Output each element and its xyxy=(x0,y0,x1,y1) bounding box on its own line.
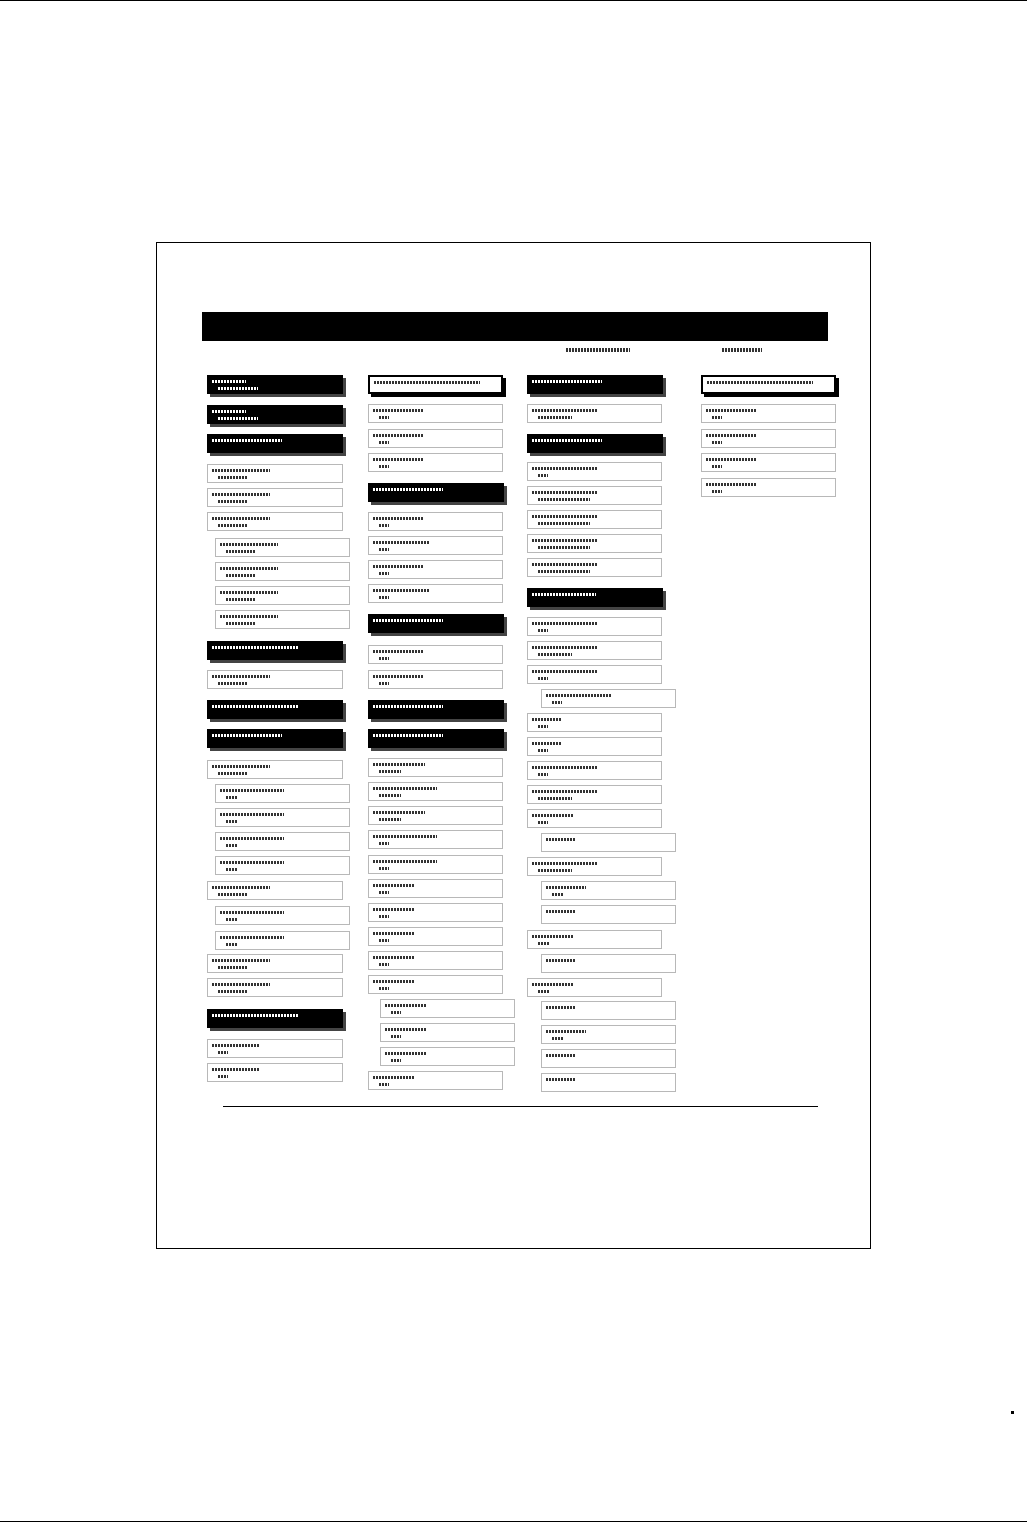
node-sublabel-mark xyxy=(226,820,238,823)
org-node-box xyxy=(215,931,350,950)
org-node-box xyxy=(207,464,343,483)
node-sublabel-mark xyxy=(712,490,722,493)
node-label-mark xyxy=(532,935,574,938)
org-node-box xyxy=(368,536,503,555)
org-node-box xyxy=(527,761,662,780)
node-label-mark xyxy=(212,439,282,442)
group-header-box xyxy=(368,483,504,502)
node-label-mark xyxy=(220,789,284,792)
column-root-box xyxy=(701,375,836,394)
page-bottom-rule xyxy=(0,1521,1027,1522)
node-label-mark xyxy=(532,670,598,673)
org-node-box xyxy=(368,951,503,970)
org-node-box xyxy=(215,808,350,827)
org-node-box xyxy=(541,905,676,924)
node-label-mark xyxy=(373,619,443,622)
org-node-box xyxy=(368,429,503,448)
node-label-mark xyxy=(532,742,562,745)
node-sublabel-mark xyxy=(552,701,562,704)
org-node-box xyxy=(541,1001,676,1020)
node-sublabel-mark xyxy=(226,868,238,871)
org-node-box xyxy=(368,879,503,898)
org-node-box xyxy=(380,1023,515,1042)
node-sublabel-mark xyxy=(379,939,389,942)
org-node-box xyxy=(368,975,503,994)
node-label-mark xyxy=(374,381,480,384)
node-sublabel-mark xyxy=(379,915,389,918)
org-node-box xyxy=(368,1071,503,1090)
org-node-box xyxy=(527,978,662,997)
org-node-box xyxy=(527,510,662,529)
group-header-box xyxy=(207,700,343,719)
node-label-mark xyxy=(532,491,598,494)
node-sublabel-mark xyxy=(379,441,389,444)
org-node-box xyxy=(368,830,503,849)
node-label-mark xyxy=(546,694,612,697)
node-sublabel-mark xyxy=(218,500,248,503)
node-sublabel-mark xyxy=(218,966,248,969)
node-label-mark xyxy=(532,467,598,470)
node-sublabel-mark xyxy=(538,749,548,752)
group-header-box xyxy=(207,375,343,394)
column-root-box xyxy=(368,375,503,394)
node-sublabel-mark xyxy=(226,918,238,921)
node-label-mark xyxy=(373,734,443,737)
node-sublabel-mark xyxy=(538,416,572,419)
org-node-box xyxy=(527,558,662,577)
node-label-mark xyxy=(373,811,425,814)
node-label-mark xyxy=(373,517,423,520)
node-label-mark xyxy=(532,539,598,542)
org-node-box xyxy=(207,1063,343,1082)
group-header-box xyxy=(207,434,343,453)
node-label-mark xyxy=(373,488,443,491)
org-node-box xyxy=(527,641,662,660)
node-label-mark xyxy=(220,837,284,840)
node-sublabel-mark xyxy=(538,869,572,872)
org-node-box xyxy=(215,538,350,557)
node-sublabel-mark xyxy=(391,1035,401,1038)
org-node-box xyxy=(527,534,662,553)
org-node-box xyxy=(368,927,503,946)
node-sublabel-mark xyxy=(538,629,548,632)
org-node-box xyxy=(368,782,503,801)
node-sublabel-mark xyxy=(218,893,248,896)
node-label-mark xyxy=(212,734,282,737)
node-sublabel-mark xyxy=(538,498,590,501)
node-sublabel-mark xyxy=(379,524,389,527)
node-sublabel-mark xyxy=(226,622,256,625)
org-node-box xyxy=(527,930,662,949)
node-label-mark xyxy=(373,541,429,544)
node-label-mark xyxy=(546,838,576,841)
node-sublabel-mark xyxy=(538,546,590,549)
node-sublabel-mark xyxy=(538,990,550,993)
node-label-mark xyxy=(546,1006,576,1009)
node-sublabel-mark xyxy=(538,821,548,824)
node-sublabel-mark xyxy=(218,682,248,685)
node-sublabel-mark xyxy=(226,574,256,577)
node-sublabel-mark xyxy=(552,893,564,896)
node-label-mark xyxy=(373,763,425,766)
node-label-mark xyxy=(212,886,270,889)
node-sublabel-mark xyxy=(379,891,389,894)
node-label-mark xyxy=(220,936,284,939)
node-sublabel-mark xyxy=(391,1011,401,1014)
node-sublabel-mark xyxy=(379,794,401,797)
node-label-mark xyxy=(546,910,576,913)
node-label-mark xyxy=(532,766,598,769)
node-label-mark xyxy=(546,959,576,962)
node-sublabel-mark xyxy=(379,416,389,419)
org-node-box xyxy=(527,785,662,804)
node-label-mark xyxy=(546,886,586,889)
org-node-box xyxy=(368,855,503,874)
node-sublabel-mark xyxy=(379,818,401,821)
node-label-mark xyxy=(212,675,270,678)
node-sublabel-mark xyxy=(712,416,722,419)
node-label-mark xyxy=(212,765,270,768)
org-node-box xyxy=(215,610,350,629)
org-node-box xyxy=(207,488,343,507)
node-sublabel-mark xyxy=(218,1051,228,1054)
org-node-box xyxy=(541,1025,676,1044)
org-node-box xyxy=(368,560,503,579)
node-sublabel-mark xyxy=(538,942,550,945)
node-label-mark xyxy=(706,434,756,437)
node-sublabel-mark xyxy=(538,773,548,776)
legend-item xyxy=(722,348,762,352)
node-label-mark xyxy=(212,493,270,496)
node-label-mark xyxy=(212,1014,298,1017)
page-top-rule xyxy=(0,0,1027,1)
node-label-mark xyxy=(212,1044,260,1047)
node-label-mark xyxy=(546,1030,586,1033)
node-label-mark xyxy=(532,622,598,625)
node-sublabel-mark xyxy=(379,1083,389,1086)
node-label-mark xyxy=(373,650,423,653)
org-node-box xyxy=(527,737,662,756)
node-label-mark xyxy=(220,591,278,594)
node-label-mark xyxy=(532,593,596,596)
node-label-mark xyxy=(373,705,443,708)
node-sublabel-mark xyxy=(226,796,238,799)
org-node-box xyxy=(207,954,343,973)
node-label-mark xyxy=(385,1004,427,1007)
node-label-mark xyxy=(385,1028,427,1031)
org-node-box xyxy=(368,584,503,603)
node-label-mark xyxy=(532,790,598,793)
node-label-mark xyxy=(532,380,602,383)
group-header-box xyxy=(527,375,663,394)
node-label-mark xyxy=(373,1076,415,1079)
group-header-box xyxy=(207,1009,343,1028)
org-node-box xyxy=(215,784,350,803)
group-header-box xyxy=(207,729,343,748)
node-sublabel-mark xyxy=(379,987,389,990)
node-label-mark xyxy=(220,861,284,864)
org-node-box xyxy=(368,404,503,423)
node-label-mark xyxy=(532,814,574,817)
org-node-box xyxy=(207,670,343,689)
node-label-mark xyxy=(373,434,423,437)
org-node-box xyxy=(527,462,662,481)
node-sublabel-mark xyxy=(552,1037,564,1040)
org-node-box xyxy=(541,833,676,852)
node-label-mark xyxy=(212,983,270,986)
org-node-box xyxy=(380,999,515,1018)
org-node-box xyxy=(527,809,662,828)
node-sublabel-mark xyxy=(379,770,401,773)
node-label-mark xyxy=(212,959,270,962)
org-node-box xyxy=(207,1039,343,1058)
org-node-box xyxy=(701,404,836,423)
org-node-box xyxy=(368,670,503,689)
node-sublabel-mark xyxy=(379,867,389,870)
node-sublabel-mark xyxy=(538,677,548,680)
node-sublabel-mark xyxy=(538,474,548,477)
org-node-box xyxy=(701,478,836,497)
org-node-box xyxy=(527,617,662,636)
org-node-box xyxy=(215,586,350,605)
node-label-mark xyxy=(373,932,415,935)
node-sublabel-mark xyxy=(538,653,572,656)
org-node-box xyxy=(541,954,676,973)
org-node-box xyxy=(368,758,503,777)
node-label-mark xyxy=(532,439,602,442)
node-label-mark xyxy=(212,380,246,383)
group-header-box xyxy=(207,405,343,424)
node-label-mark xyxy=(220,567,278,570)
org-node-box xyxy=(368,645,503,664)
node-label-mark xyxy=(212,469,270,472)
node-label-mark xyxy=(532,862,598,865)
node-sublabel-mark xyxy=(218,772,248,775)
node-label-mark xyxy=(707,381,813,384)
node-label-mark xyxy=(220,911,284,914)
node-label-mark xyxy=(373,980,415,983)
node-sublabel-mark xyxy=(391,1059,401,1062)
node-label-mark xyxy=(373,884,415,887)
org-node-box xyxy=(215,562,350,581)
node-label-mark xyxy=(220,543,278,546)
node-sublabel-mark xyxy=(538,725,548,728)
diagram-footer-rule xyxy=(223,1106,818,1107)
org-node-box xyxy=(368,453,503,472)
node-label-mark xyxy=(220,813,284,816)
node-label-mark xyxy=(212,410,246,413)
node-label-mark xyxy=(373,458,423,461)
node-label-mark xyxy=(212,705,298,708)
node-label-mark xyxy=(212,517,270,520)
org-node-box xyxy=(541,1049,676,1068)
node-sublabel-mark xyxy=(226,844,238,847)
org-node-box xyxy=(215,856,350,875)
org-node-box xyxy=(368,806,503,825)
node-sublabel-mark xyxy=(379,682,389,685)
group-header-box xyxy=(207,641,343,660)
group-header-box xyxy=(527,434,663,453)
node-label-mark xyxy=(373,675,423,678)
node-sublabel-mark xyxy=(379,963,389,966)
node-sublabel-mark xyxy=(538,570,590,573)
node-label-mark xyxy=(373,908,415,911)
org-node-box xyxy=(207,760,343,779)
diagram-title xyxy=(202,312,203,313)
node-sublabel-mark xyxy=(218,387,258,390)
node-label-mark xyxy=(532,515,598,518)
org-node-box xyxy=(527,486,662,505)
node-label-mark xyxy=(706,483,756,486)
org-node-box xyxy=(541,689,676,708)
node-sublabel-mark xyxy=(379,657,389,660)
group-header-box xyxy=(368,729,504,748)
diagram-title-bar xyxy=(202,312,828,341)
node-label-mark xyxy=(706,458,756,461)
org-node-box xyxy=(215,832,350,851)
node-sublabel-mark xyxy=(226,943,238,946)
group-header-box xyxy=(527,588,663,607)
node-label-mark xyxy=(212,646,298,649)
node-label-mark xyxy=(532,563,598,566)
page-mark xyxy=(1011,1411,1014,1414)
node-sublabel-mark xyxy=(226,550,256,553)
node-label-mark xyxy=(373,956,415,959)
org-node-box xyxy=(207,978,343,997)
org-node-box xyxy=(527,713,662,732)
node-label-mark xyxy=(546,1054,576,1057)
org-node-box xyxy=(527,665,662,684)
node-sublabel-mark xyxy=(712,441,722,444)
node-label-mark xyxy=(373,860,437,863)
node-label-mark xyxy=(546,1078,576,1081)
legend-item xyxy=(566,348,630,352)
node-sublabel-mark xyxy=(226,598,256,601)
org-node-box xyxy=(380,1047,515,1066)
node-label-mark xyxy=(373,589,429,592)
node-sublabel-mark xyxy=(379,572,389,575)
node-label-mark xyxy=(532,409,598,412)
org-node-box xyxy=(701,453,836,472)
diagram-frame xyxy=(156,242,871,1249)
node-label-mark xyxy=(532,646,598,649)
node-sublabel-mark xyxy=(218,417,258,420)
org-node-box xyxy=(527,857,662,876)
group-header-box xyxy=(368,614,504,633)
org-node-box xyxy=(527,404,662,423)
node-label-mark xyxy=(385,1052,427,1055)
node-label-mark xyxy=(532,983,574,986)
node-sublabel-mark xyxy=(712,465,722,468)
node-sublabel-mark xyxy=(379,548,389,551)
org-node-box xyxy=(207,881,343,900)
node-label-mark xyxy=(373,409,423,412)
node-sublabel-mark xyxy=(538,797,572,800)
group-header-box xyxy=(368,700,504,719)
node-sublabel-mark xyxy=(218,990,248,993)
org-node-box xyxy=(207,512,343,531)
node-sublabel-mark xyxy=(218,1075,228,1078)
node-sublabel-mark xyxy=(379,596,389,599)
org-node-box xyxy=(368,903,503,922)
node-label-mark xyxy=(220,615,278,618)
node-label-mark xyxy=(532,718,562,721)
node-sublabel-mark xyxy=(379,842,389,845)
node-label-mark xyxy=(706,409,756,412)
org-node-box xyxy=(541,1073,676,1092)
node-sublabel-mark xyxy=(538,522,590,525)
node-label-mark xyxy=(212,1068,260,1071)
node-label-mark xyxy=(373,565,423,568)
node-label-mark xyxy=(373,835,437,838)
node-sublabel-mark xyxy=(379,465,389,468)
org-node-box xyxy=(368,512,503,531)
org-node-box xyxy=(701,429,836,448)
org-node-box xyxy=(215,906,350,925)
org-node-box xyxy=(541,881,676,900)
node-sublabel-mark xyxy=(218,476,248,479)
node-sublabel-mark xyxy=(218,524,248,527)
node-label-mark xyxy=(373,787,437,790)
